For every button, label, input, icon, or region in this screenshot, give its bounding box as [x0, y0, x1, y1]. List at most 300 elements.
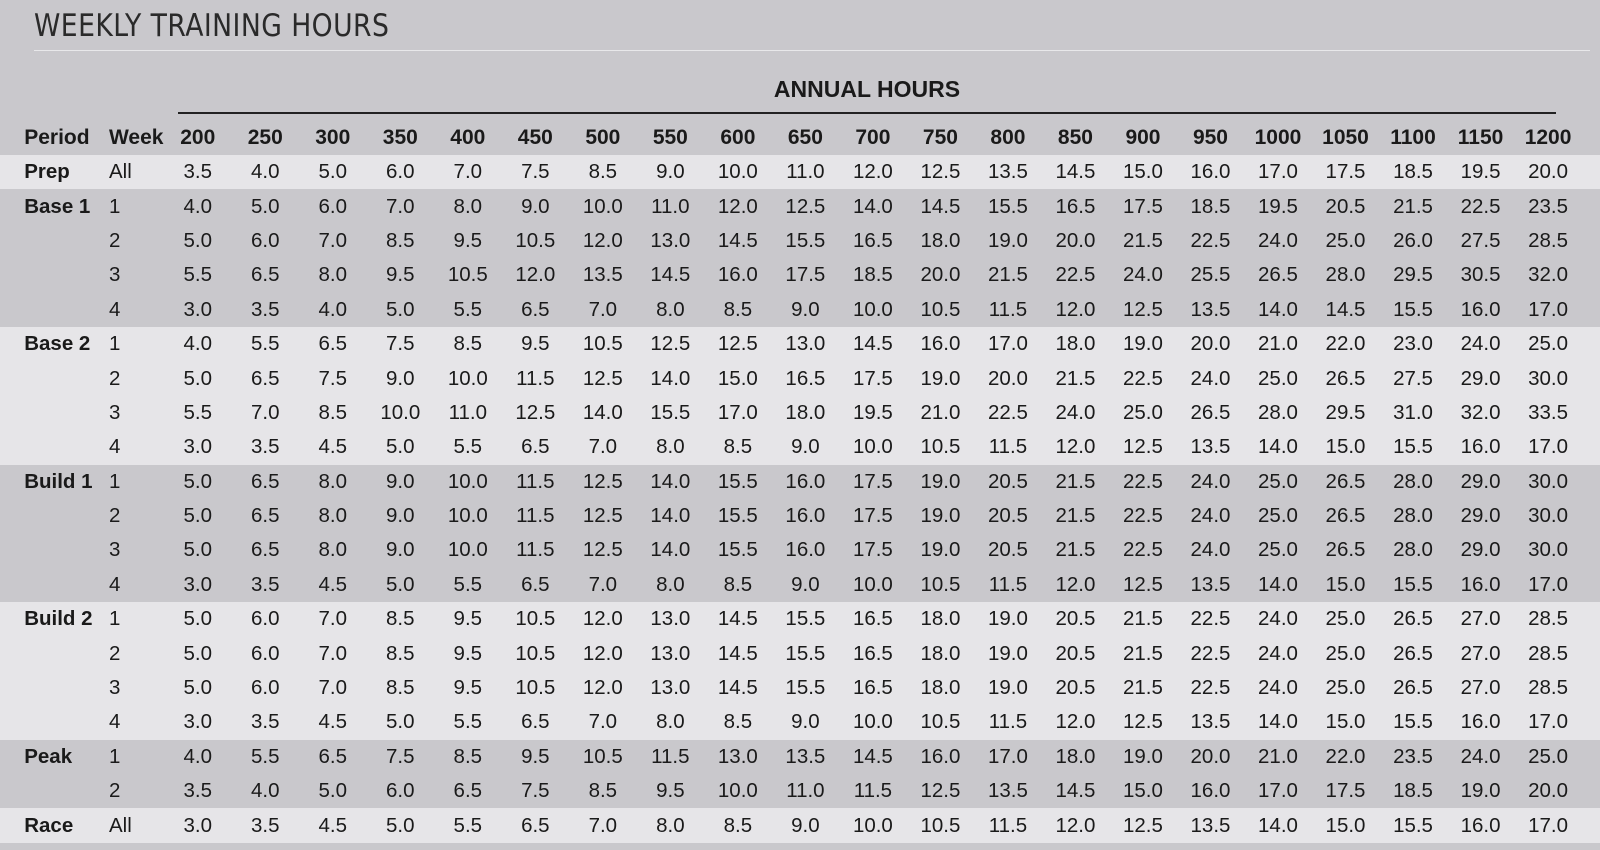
- hours-cell: 15.0: [704, 361, 772, 395]
- hours-cell: 28.5: [1514, 671, 1582, 705]
- hours-cell: 5.0: [164, 533, 232, 567]
- hours-cell: 25.0: [1514, 327, 1582, 361]
- period-cell: [24, 396, 107, 430]
- week-cell: 4: [107, 293, 164, 327]
- hours-cell: 14.0: [1244, 568, 1312, 602]
- hours-cell: 4.0: [232, 155, 300, 189]
- hours-cell: 5.0: [164, 499, 232, 533]
- table-row: [0, 189, 1600, 223]
- hours-cell: 8.0: [299, 258, 367, 292]
- hours-cell: 13.5: [772, 740, 840, 774]
- hours-cell: 3.0: [164, 808, 232, 842]
- hours-cell: 16.0: [1447, 430, 1515, 464]
- table-row: [0, 361, 1600, 395]
- hours-cell: 11.5: [974, 430, 1042, 464]
- hours-cell: 28.0: [1379, 533, 1447, 567]
- hours-cell: 18.5: [1177, 189, 1245, 223]
- hours-cell: 6.0: [367, 774, 435, 808]
- hours-cell: 24.0: [1177, 361, 1245, 395]
- hours-cell: 28.0: [1244, 396, 1312, 430]
- hours-cell: 13.0: [637, 224, 705, 258]
- hours-cell: 26.5: [1312, 499, 1380, 533]
- row-spacer: [0, 671, 24, 705]
- hours-cell: 18.0: [1042, 327, 1110, 361]
- hours-cell: 9.0: [772, 293, 840, 327]
- hours-cell: 15.5: [704, 499, 772, 533]
- hours-cell: 15.5: [772, 224, 840, 258]
- hours-cell: 22.0: [1312, 327, 1380, 361]
- row-spacer: [0, 568, 24, 602]
- hours-cell: 15.5: [772, 636, 840, 670]
- period-cell: [24, 671, 107, 705]
- hours-cell: 9.5: [434, 671, 502, 705]
- hours-cell: 5.5: [434, 293, 502, 327]
- period-cell: [24, 361, 107, 395]
- row-spacer: [0, 808, 24, 842]
- annual-hours-column-header: 600: [720, 126, 756, 149]
- hours-cell: 19.5: [1244, 189, 1312, 223]
- week-cell: 1: [107, 189, 164, 223]
- hours-cell: 12.0: [502, 258, 570, 292]
- hours-cell: 8.0: [637, 705, 705, 739]
- hours-cell: 22.5: [1109, 465, 1177, 499]
- hours-cell: 29.0: [1447, 465, 1515, 499]
- hours-cell: 17.5: [1109, 189, 1177, 223]
- hours-cell: 30.0: [1514, 533, 1582, 567]
- hours-cell: 22.0: [1312, 740, 1380, 774]
- hours-cell: 30.0: [1514, 499, 1582, 533]
- hours-cell: 33.5: [1514, 396, 1582, 430]
- hours-cell: 16.5: [839, 602, 907, 636]
- hours-cell: 5.0: [299, 774, 367, 808]
- hours-cell: 5.5: [434, 808, 502, 842]
- hours-cell: 26.5: [1379, 671, 1447, 705]
- hours-cell: 16.0: [1447, 705, 1515, 739]
- hours-cell: 14.0: [839, 189, 907, 223]
- hours-cell: 3.5: [232, 568, 300, 602]
- hours-cell: 24.0: [1244, 636, 1312, 670]
- row-end-spacer: [1582, 258, 1600, 292]
- hours-cell: 7.5: [299, 361, 367, 395]
- period-cell: [24, 430, 107, 464]
- hours-cell: 22.5: [974, 396, 1042, 430]
- hours-cell: 32.0: [1514, 258, 1582, 292]
- hours-cell: 9.5: [502, 327, 570, 361]
- hours-cell: 11.0: [772, 155, 840, 189]
- annual-hours-column-header: 850: [1057, 126, 1093, 149]
- hours-cell: 6.5: [502, 808, 570, 842]
- hours-cell: 7.0: [299, 636, 367, 670]
- table-row: [0, 705, 1600, 739]
- hours-cell: 11.5: [502, 465, 570, 499]
- hours-cell: 29.0: [1447, 499, 1515, 533]
- period-cell: Peak: [24, 740, 107, 774]
- hours-cell: 7.0: [569, 568, 637, 602]
- hours-cell: 15.0: [1109, 155, 1177, 189]
- week-cell: 4: [107, 705, 164, 739]
- table-row: [0, 740, 1600, 774]
- hours-cell: 18.0: [1042, 740, 1110, 774]
- week-cell: 3: [107, 258, 164, 292]
- hours-cell: 5.5: [434, 568, 502, 602]
- hours-cell: 8.0: [637, 430, 705, 464]
- hours-cell: 19.0: [1447, 774, 1515, 808]
- hours-cell: 15.5: [1379, 808, 1447, 842]
- hours-cell: 3.5: [164, 155, 232, 189]
- hours-cell: 10.0: [839, 293, 907, 327]
- period-cell: [24, 258, 107, 292]
- hours-cell: 20.5: [1042, 636, 1110, 670]
- hours-cell: 25.0: [1109, 396, 1177, 430]
- hours-cell: 3.5: [232, 705, 300, 739]
- hours-cell: 14.0: [637, 499, 705, 533]
- hours-cell: 10.0: [434, 499, 502, 533]
- annual-hours-column-header: 450: [517, 126, 553, 149]
- hours-cell: 14.0: [637, 361, 705, 395]
- period-cell: Build 1: [24, 465, 107, 499]
- hours-cell: 18.0: [772, 396, 840, 430]
- period-cell: Build 2: [24, 602, 107, 636]
- period-cell: [24, 705, 107, 739]
- hours-cell: 21.5: [1109, 636, 1177, 670]
- hours-cell: 19.0: [974, 671, 1042, 705]
- hours-cell: 8.0: [299, 533, 367, 567]
- hours-cell: 13.0: [704, 740, 772, 774]
- row-end-spacer: [1582, 361, 1600, 395]
- hours-cell: 3.0: [164, 705, 232, 739]
- hours-cell: 21.5: [1042, 465, 1110, 499]
- annual-hours-column-header: 1100: [1390, 126, 1436, 149]
- row-end-spacer: [1582, 774, 1600, 808]
- hours-cell: 22.5: [1109, 533, 1177, 567]
- hours-cell: 17.0: [1514, 568, 1582, 602]
- hours-cell: 21.5: [1109, 602, 1177, 636]
- hours-cell: 13.5: [569, 258, 637, 292]
- hours-cell: 12.5: [772, 189, 840, 223]
- hours-cell: 19.0: [907, 499, 975, 533]
- hours-cell: 9.0: [772, 705, 840, 739]
- period-cell: [24, 224, 107, 258]
- hours-cell: 12.5: [907, 774, 975, 808]
- hours-cell: 28.0: [1379, 465, 1447, 499]
- hours-cell: 19.0: [974, 224, 1042, 258]
- row-end-spacer: [1582, 740, 1600, 774]
- hours-cell: 5.0: [164, 224, 232, 258]
- hours-cell: 10.5: [907, 808, 975, 842]
- hours-cell: 12.5: [569, 499, 637, 533]
- hours-cell: 9.5: [637, 774, 705, 808]
- hours-cell: 12.5: [502, 396, 570, 430]
- annual-hours-column-header: 700: [855, 126, 891, 149]
- hours-cell: 5.0: [367, 430, 435, 464]
- row-end-spacer: [1582, 224, 1600, 258]
- hours-cell: 16.5: [1042, 189, 1110, 223]
- hours-cell: 3.5: [232, 808, 300, 842]
- hours-cell: 25.0: [1244, 465, 1312, 499]
- week-cell: 2: [107, 361, 164, 395]
- hours-cell: 15.5: [974, 189, 1042, 223]
- hours-cell: 4.5: [299, 568, 367, 602]
- hours-cell: 10.5: [502, 671, 570, 705]
- hours-cell: 26.5: [1379, 636, 1447, 670]
- row-spacer: [0, 499, 24, 533]
- hours-cell: 20.5: [1042, 671, 1110, 705]
- hours-cell: 6.5: [232, 499, 300, 533]
- hours-cell: 20.0: [1042, 224, 1110, 258]
- hours-cell: 24.0: [1177, 465, 1245, 499]
- annual-hours-column-header: 1150: [1457, 126, 1504, 149]
- hours-cell: 7.0: [367, 189, 435, 223]
- table-row: [0, 636, 1600, 670]
- hours-cell: 14.0: [637, 465, 705, 499]
- hours-cell: 12.0: [1042, 293, 1110, 327]
- annual-hours-column-header: 900: [1125, 126, 1161, 149]
- hours-cell: 17.5: [1312, 774, 1380, 808]
- hours-cell: 14.0: [1244, 293, 1312, 327]
- hours-cell: 20.5: [974, 499, 1042, 533]
- hours-cell: 17.0: [1514, 705, 1582, 739]
- hours-cell: 15.5: [704, 465, 772, 499]
- hours-cell: 8.0: [637, 293, 705, 327]
- hours-cell: 5.5: [232, 740, 300, 774]
- hours-cell: 19.0: [974, 636, 1042, 670]
- hours-cell: 6.5: [232, 361, 300, 395]
- annual-hours-column-header: 550: [652, 126, 688, 149]
- header-row: [0, 121, 1600, 155]
- table-row: [0, 499, 1600, 533]
- hours-cell: 11.5: [839, 774, 907, 808]
- week-cell: 2: [107, 636, 164, 670]
- week-cell: All: [107, 155, 164, 189]
- row-end-spacer: [1582, 327, 1600, 361]
- hours-cell: 7.0: [569, 808, 637, 842]
- hours-cell: 20.5: [1042, 602, 1110, 636]
- hours-cell: 19.0: [974, 602, 1042, 636]
- hours-cell: 12.0: [1042, 705, 1110, 739]
- hours-cell: 17.5: [839, 465, 907, 499]
- hours-cell: 29.5: [1379, 258, 1447, 292]
- hours-cell: 8.0: [637, 568, 705, 602]
- hours-cell: 7.5: [367, 740, 435, 774]
- hours-cell: 17.5: [1312, 155, 1380, 189]
- hours-cell: 7.0: [232, 396, 300, 430]
- row-spacer: [0, 636, 24, 670]
- hours-cell: 5.5: [164, 396, 232, 430]
- hours-cell: 6.5: [232, 533, 300, 567]
- hours-cell: 5.0: [164, 636, 232, 670]
- hours-cell: 14.5: [839, 740, 907, 774]
- hours-cell: 15.0: [1312, 430, 1380, 464]
- hours-cell: 3.5: [164, 774, 232, 808]
- hours-cell: 9.0: [772, 568, 840, 602]
- hours-cell: 26.5: [1379, 602, 1447, 636]
- hours-cell: 27.5: [1379, 361, 1447, 395]
- hours-cell: 8.5: [434, 740, 502, 774]
- hours-cell: 10.0: [367, 396, 435, 430]
- hours-cell: 9.0: [502, 189, 570, 223]
- hours-cell: 15.0: [1312, 808, 1380, 842]
- hours-cell: 5.5: [434, 705, 502, 739]
- row-spacer: [0, 430, 24, 464]
- hours-cell: 12.5: [1109, 293, 1177, 327]
- hours-cell: 21.5: [1042, 533, 1110, 567]
- table-row: [0, 327, 1600, 361]
- hours-cell: 7.5: [502, 774, 570, 808]
- hours-cell: 20.0: [1514, 774, 1582, 808]
- hours-cell: 16.5: [839, 636, 907, 670]
- row-spacer: [0, 361, 24, 395]
- hours-cell: 6.0: [232, 671, 300, 705]
- hours-cell: 14.5: [637, 258, 705, 292]
- hours-cell: 5.0: [367, 808, 435, 842]
- hours-cell: 14.0: [1244, 808, 1312, 842]
- period-cell: [24, 636, 107, 670]
- hours-cell: 26.5: [1312, 533, 1380, 567]
- period-cell: Race: [24, 808, 107, 842]
- hours-cell: 10.5: [569, 327, 637, 361]
- hours-cell: 16.0: [772, 499, 840, 533]
- hours-cell: 8.5: [367, 636, 435, 670]
- hours-cell: 14.5: [704, 224, 772, 258]
- hours-cell: 30.0: [1514, 361, 1582, 395]
- hours-cell: 28.0: [1379, 499, 1447, 533]
- hours-cell: 14.5: [704, 636, 772, 670]
- hours-cell: 12.0: [704, 189, 772, 223]
- hours-cell: 21.5: [1379, 189, 1447, 223]
- hours-cell: 31.0: [1379, 396, 1447, 430]
- hours-cell: 7.0: [569, 293, 637, 327]
- table-row: [0, 293, 1600, 327]
- period-header: Period: [24, 126, 90, 149]
- hours-cell: 14.0: [1244, 430, 1312, 464]
- annual-hours-column-header: 1000: [1254, 126, 1302, 149]
- hours-cell: 15.0: [1312, 705, 1380, 739]
- hours-cell: 11.5: [502, 499, 570, 533]
- annual-hours-header: ANNUAL HOURS: [773, 76, 961, 102]
- period-cell: Prep: [24, 155, 107, 189]
- hours-cell: 25.0: [1312, 224, 1380, 258]
- hours-cell: 24.0: [1177, 533, 1245, 567]
- hours-cell: 10.0: [569, 189, 637, 223]
- hours-cell: 21.5: [1042, 361, 1110, 395]
- hours-cell: 28.5: [1514, 224, 1582, 258]
- hours-cell: 3.5: [232, 430, 300, 464]
- hours-cell: 7.0: [299, 602, 367, 636]
- table-row: [0, 430, 1600, 464]
- week-cell: 1: [107, 327, 164, 361]
- hours-cell: 15.5: [1379, 293, 1447, 327]
- annual-hours-column-header: 1200: [1524, 126, 1572, 149]
- row-end-spacer: [1582, 189, 1600, 223]
- row-end-spacer: [1582, 636, 1600, 670]
- hours-cell: 12.5: [569, 361, 637, 395]
- annual-hours-column-header: 800: [990, 126, 1026, 149]
- hours-cell: 16.5: [839, 671, 907, 705]
- row-end-spacer: [1582, 155, 1600, 189]
- week-cell: 1: [107, 465, 164, 499]
- hours-cell: 27.0: [1447, 636, 1515, 670]
- hours-cell: 22.5: [1447, 189, 1515, 223]
- hours-cell: 17.5: [839, 499, 907, 533]
- hours-cell: 25.0: [1244, 533, 1312, 567]
- hours-cell: 6.5: [502, 568, 570, 602]
- hours-cell: 5.0: [164, 361, 232, 395]
- hours-cell: 12.0: [1042, 568, 1110, 602]
- hours-cell: 18.0: [907, 602, 975, 636]
- week-cell: 4: [107, 568, 164, 602]
- hours-cell: 21.0: [1244, 327, 1312, 361]
- hours-cell: 24.0: [1244, 671, 1312, 705]
- hours-cell: 14.5: [704, 602, 772, 636]
- hours-cell: 9.0: [367, 499, 435, 533]
- hours-cell: 26.5: [1244, 258, 1312, 292]
- hours-cell: 19.0: [1109, 327, 1177, 361]
- hours-cell: 20.5: [974, 465, 1042, 499]
- row-end-spacer: [1582, 602, 1600, 636]
- hours-cell: 17.0: [704, 396, 772, 430]
- table-row: [0, 396, 1600, 430]
- hours-cell: 12.5: [1109, 705, 1177, 739]
- hours-cell: 20.0: [1177, 327, 1245, 361]
- period-cell: Base 2: [24, 327, 107, 361]
- hours-cell: 21.5: [1042, 499, 1110, 533]
- hours-cell: 11.0: [772, 774, 840, 808]
- hours-cell: 4.5: [299, 808, 367, 842]
- hours-cell: 24.0: [1109, 258, 1177, 292]
- hours-cell: 7.5: [367, 327, 435, 361]
- hours-cell: 19.0: [907, 533, 975, 567]
- hours-cell: 29.0: [1447, 533, 1515, 567]
- hours-cell: 8.5: [367, 224, 435, 258]
- header-end-spacer: [1582, 121, 1600, 155]
- hours-cell: 16.0: [907, 740, 975, 774]
- hours-cell: 9.5: [434, 636, 502, 670]
- hours-cell: 20.0: [1177, 740, 1245, 774]
- hours-cell: 26.0: [1379, 224, 1447, 258]
- hours-cell: 14.5: [704, 671, 772, 705]
- table-row: [0, 465, 1600, 499]
- hours-cell: 9.5: [434, 224, 502, 258]
- hours-cell: 7.0: [569, 705, 637, 739]
- week-cell: 4: [107, 430, 164, 464]
- week-cell: 2: [107, 499, 164, 533]
- hours-cell: 27.0: [1447, 602, 1515, 636]
- hours-cell: 16.0: [907, 327, 975, 361]
- hours-cell: 24.0: [1177, 499, 1245, 533]
- hours-cell: 25.5: [1177, 258, 1245, 292]
- week-cell: 2: [107, 774, 164, 808]
- hours-cell: 21.0: [907, 396, 975, 430]
- hours-cell: 7.0: [299, 671, 367, 705]
- hours-cell: 15.5: [772, 602, 840, 636]
- hours-cell: 18.0: [907, 224, 975, 258]
- hours-cell: 25.0: [1244, 499, 1312, 533]
- hours-cell: 13.5: [974, 155, 1042, 189]
- hours-cell: 12.5: [907, 155, 975, 189]
- annual-hours-column-header: 400: [450, 126, 486, 149]
- hours-cell: 7.0: [569, 430, 637, 464]
- hours-cell: 3.0: [164, 430, 232, 464]
- annual-hours-rule: [178, 112, 1556, 114]
- row-end-spacer: [1582, 705, 1600, 739]
- annual-hours-column-header: 250: [247, 126, 283, 149]
- hours-cell: 14.5: [907, 189, 975, 223]
- hours-cell: 6.0: [232, 224, 300, 258]
- hours-cell: 22.5: [1177, 602, 1245, 636]
- table-body: [0, 155, 1600, 843]
- table-row: [0, 671, 1600, 705]
- hours-cell: 13.0: [637, 671, 705, 705]
